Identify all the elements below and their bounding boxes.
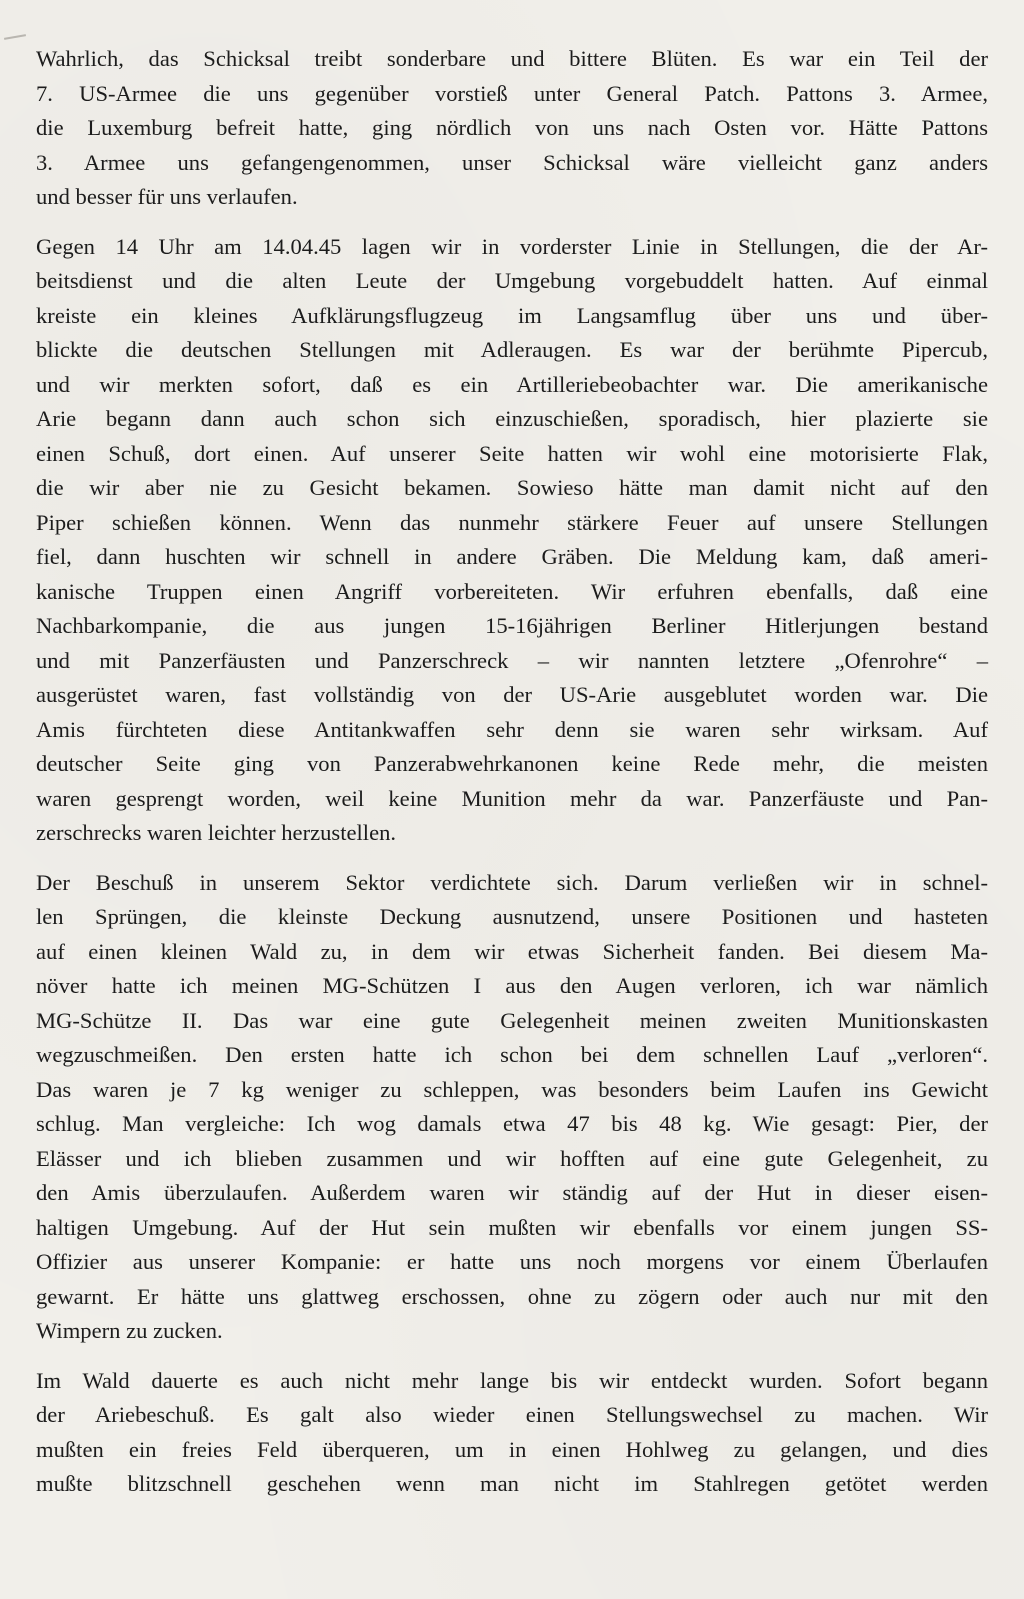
text-line: zerschrecks waren leichter herzustellen.	[36, 820, 397, 845]
margin-mark	[4, 34, 26, 40]
text-line: beitsdienst und die alten Leute der Umgebung vorgebuddelt hatten. Auf einmal	[36, 268, 988, 293]
text-line: die wir aber nie zu Gesicht bekamen. Sowieso hätte man damit nicht auf den	[36, 475, 988, 500]
text-line: 7. US-Armee die uns gegenüber vorstieß unter General Patch. Pattons 3. Armee,	[36, 80, 988, 106]
text-line: Das waren je 7 kg weniger zu schleppen, was besonders beim Laufen ins Gewicht	[36, 1076, 988, 1102]
text-line: einen Schuß, dort einen. Auf unserer Seite hatten wir wohl eine motorisierte Flak,	[36, 440, 988, 466]
text-line: wegzuschmeißen. Den ersten hatte ich schon bei dem schnellen Lauf „verloren“.	[36, 1042, 988, 1067]
paragraph-3	[36, 866, 988, 1349]
text-line: Gegen 14 Uhr am 14.04.45 lagen wir in vorderster Linie in Stellungen, die der Ar-	[36, 233, 988, 259]
text-line: auf einen kleinen Wald zu, in dem wir etwas Sicherheit fanden. Bei diesem Ma-	[36, 938, 988, 964]
text-line: Piper schießen können. Wenn das nunmehr stärkere Feuer auf unsere Stellungen	[36, 509, 988, 535]
text-line: kanische Truppen einen Angriff vorbereiteten. Wir erfuhren ebenfalls, daß eine	[36, 578, 988, 604]
text-line: und wir merkten sofort, daß es ein Artilleriebeobachter war. Die amerikanische	[36, 371, 988, 397]
text-line: Arie begann dann auch schon sich einzuschießen, sporadisch, hier plazierte sie	[36, 406, 988, 431]
text-line: waren gesprengt worden, weil keine Munition mehr da war. Panzerfäuste und Pan-	[36, 785, 988, 811]
text-line: Nachbarkompanie, die aus jungen 15-16jährigen Berliner Hitlerjungen bestand	[36, 613, 988, 638]
text-line: Der Beschuß in unserem Sektor verdichtete sich. Darum verließen wir in schnel-	[36, 869, 988, 895]
text-line: Im Wald dauerte es auch nicht mehr lange bis wir entdeckt wurden. Sofort begann	[36, 1367, 988, 1393]
text-line: den Amis überzulaufen. Außerdem waren wir ständig auf der Hut in dieser eisen-	[36, 1180, 988, 1205]
text-line: 3. Armee uns gefangengenommen, unser Schicksal wäre vielleicht ganz anders	[36, 149, 988, 175]
text-line: Elässer und ich blieben zusammen und wir hofften auf eine gute Gelegenheit, zu	[36, 1145, 988, 1171]
body-text	[36, 42, 988, 1517]
text-line: kreiste ein kleines Aufklärungsflugzeug im Langsamflug über uns und über-	[36, 302, 988, 328]
text-line: fiel, dann huschten wir schnell in andere Gräben. Die Meldung kam, daß ameri-	[36, 544, 988, 569]
text-line: Wimpern zu zucken.	[36, 1318, 223, 1343]
text-line: Amis fürchteten diese Antitankwaffen sehr denn sie waren sehr wirksam. Auf	[36, 716, 988, 742]
text-line: ausgerüstet waren, fast vollständig von der US-Arie ausgeblutet worden war. Die	[36, 682, 988, 707]
text-line: haltigen Umgebung. Auf der Hut sein mußten wir ebenfalls vor einem jungen SS-	[36, 1214, 988, 1240]
text-line: mußte blitzschnell geschehen wenn man nicht im Stahlregen getötet werden	[36, 1471, 988, 1496]
text-line: Offizier aus unserer Kompanie: er hatte uns noch morgens vor einem Überlaufen	[36, 1249, 988, 1274]
text-line: der Ariebeschuß. Es galt also wieder einen Stellungswechsel zu machen. Wir	[36, 1402, 988, 1427]
text-line: len Sprüngen, die kleinste Deckung ausnutzend, unsere Positionen und hasteten	[36, 904, 988, 929]
paragraph-1	[36, 42, 988, 215]
text-line: und besser für uns verlaufen.	[36, 184, 298, 209]
text-line: mußten ein freies Feld überqueren, um in einen Hohlweg zu gelangen, und dies	[36, 1436, 988, 1462]
text-line: deutscher Seite ging von Panzerabwehrkanonen keine Rede mehr, die meisten	[36, 751, 988, 776]
text-line: gewarnt. Er hätte uns glattweg erschossen, ohne zu zögern oder auch nur mit den	[36, 1283, 988, 1309]
text-line: blickte die deutschen Stellungen mit Adleraugen. Es war der berühmte Pipercub,	[36, 337, 988, 362]
paragraph-4	[36, 1364, 988, 1502]
paragraph-2	[36, 230, 988, 851]
text-line: die Luxemburg befreit hatte, ging nördlich von uns nach Osten vor. Hätte Pattons	[36, 115, 988, 140]
text-line: schlug. Man vergleiche: Ich wog damals etwa 47 bis 48 kg. Wie gesagt: Pier, der	[36, 1111, 988, 1136]
text-line: növer hatte ich meinen MG-Schützen I aus den Augen verloren, ich war nämlich	[36, 973, 988, 998]
text-line: Wahrlich, das Schicksal treibt sonderbare und bittere Blüten. Es war ein Teil der	[36, 46, 988, 71]
text-line: und mit Panzerfäusten und Panzerschreck – wir nannten letztere „Ofenrohre“ –	[36, 647, 988, 673]
text-line: MG-Schütze II. Das war eine gute Gelegenheit meinen zweiten Munitionskasten	[36, 1007, 988, 1033]
